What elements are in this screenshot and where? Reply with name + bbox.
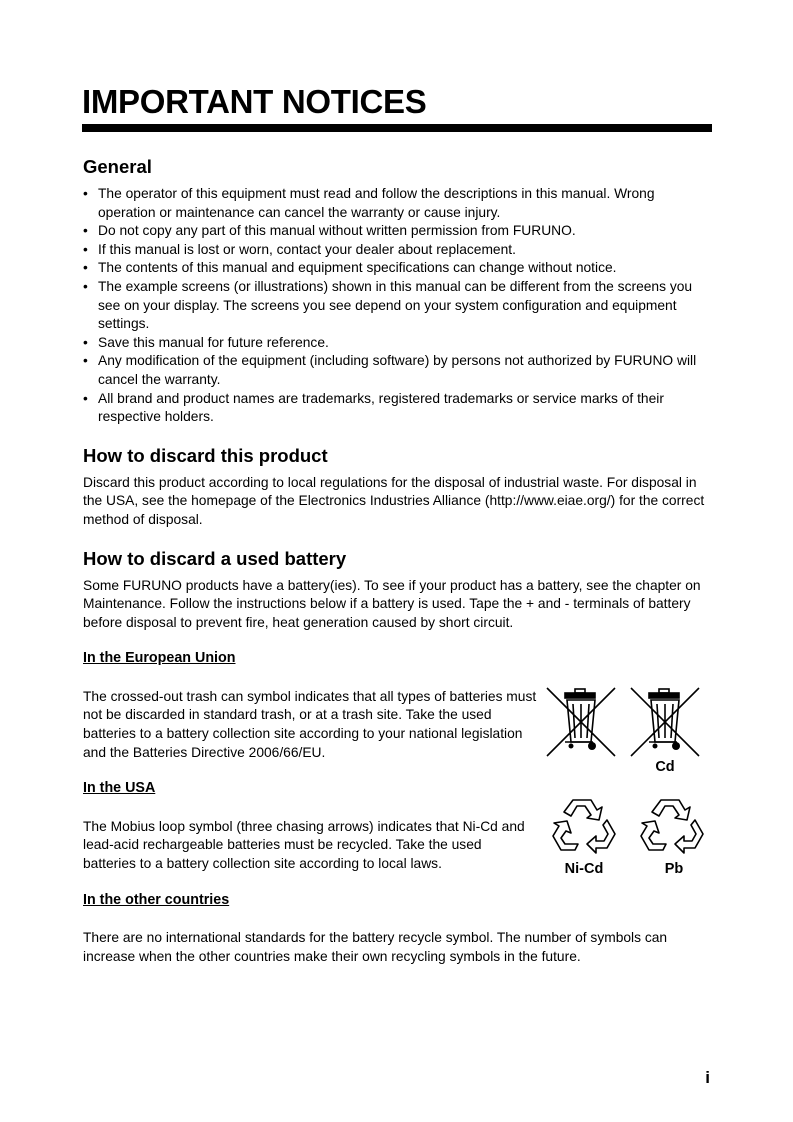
list-item: • Save this manual for future reference.	[98, 334, 713, 353]
cd-label: Cd	[655, 758, 675, 775]
page-number: i	[705, 1068, 710, 1087]
page-content	[83, 156, 713, 966]
list-item: • All brand and product names are trademarks, registered trademarks or service marks of their respective holders.	[98, 390, 713, 427]
title-rule	[82, 124, 712, 132]
recycle-ni-cd-icon	[551, 796, 617, 858]
page-title: IMPORTANT NOTICES	[82, 83, 427, 120]
eu-row	[83, 688, 713, 775]
pb-label: Pb	[664, 860, 684, 877]
eu-heading: In the European Union	[83, 650, 236, 667]
list-item: • Any modification of the equipment (including software) by persons not authorized by FURUNO will cancel the warranty.	[98, 352, 713, 389]
eu-text: The crossed-out trash can symbol indicates that all types of batteries must not be discarded in standard trash, or at a trash site. Take the used batteries to a battery collection site according to your national legislation and the Batteries Directive 2006/66/EU.	[83, 688, 537, 760]
discard-product-section	[83, 445, 713, 530]
crossed-trash-bin-cd-icon	[629, 686, 701, 758]
list-item: • Do not copy any part of this manual without written permission from FURUNO.	[98, 222, 713, 241]
discard-product-heading: How to discard this product	[83, 444, 328, 466]
list-item: • The contents of this manual and equipment specifications can change without notice.	[98, 259, 713, 278]
general-heading: General	[83, 156, 152, 177]
usa-row	[83, 818, 713, 877]
usa-heading: In the USA	[83, 780, 156, 797]
list-item: • The example screens (or illustrations) shown in this manual can be different from the screens you see on your display. The screens you see depend on your system configuration and equipment settings.	[98, 278, 713, 334]
discard-battery-section	[83, 548, 713, 967]
usa-symbols	[551, 796, 716, 886]
eu-symbols	[543, 686, 713, 776]
list-item: • The operator of this equipment must read and follow the descriptions in this manual. Wrong operation or maintenance can cancel the warranty or cause injury.	[98, 185, 713, 222]
list-item: • If this manual is lost or worn, contact your dealer about replacement.	[98, 241, 713, 260]
discard-product-text: Discard this product according to local regulations for the disposal of industrial waste. For disposal in the USA, see the homepage of the Electronics Industries Alliance (http://www.eiae.org/) for the correct method of disposal.	[83, 474, 705, 527]
other-heading: In the other countries	[83, 891, 230, 908]
crossed-trash-bin-icon	[545, 686, 617, 758]
recycle-pb-icon	[639, 796, 705, 858]
ni-cd-label: Ni-Cd	[564, 860, 604, 877]
discard-battery-text: Some FURUNO products have a battery(ies). To see if your product has a battery, see the chapter on Maintenance. Follow the instructions below if a battery is used. Tape the + and - terminals of battery before disposal to prevent fire, heat generation caused by short circuit.	[83, 577, 701, 630]
general-list	[83, 185, 713, 427]
usa-text: The Mobius loop symbol (three chasing arrows) indicates that Ni-Cd and lead-acid rechargeable batteries must be recycled. Take the used batteries to a battery collection site according to local laws.	[83, 818, 525, 872]
discard-battery-heading: How to discard a used battery	[83, 547, 347, 569]
other-text: There are no international standards for the battery recycle symbol. The number of symbols can increase when the other countries make their own recycling symbols in the future.	[83, 930, 668, 964]
